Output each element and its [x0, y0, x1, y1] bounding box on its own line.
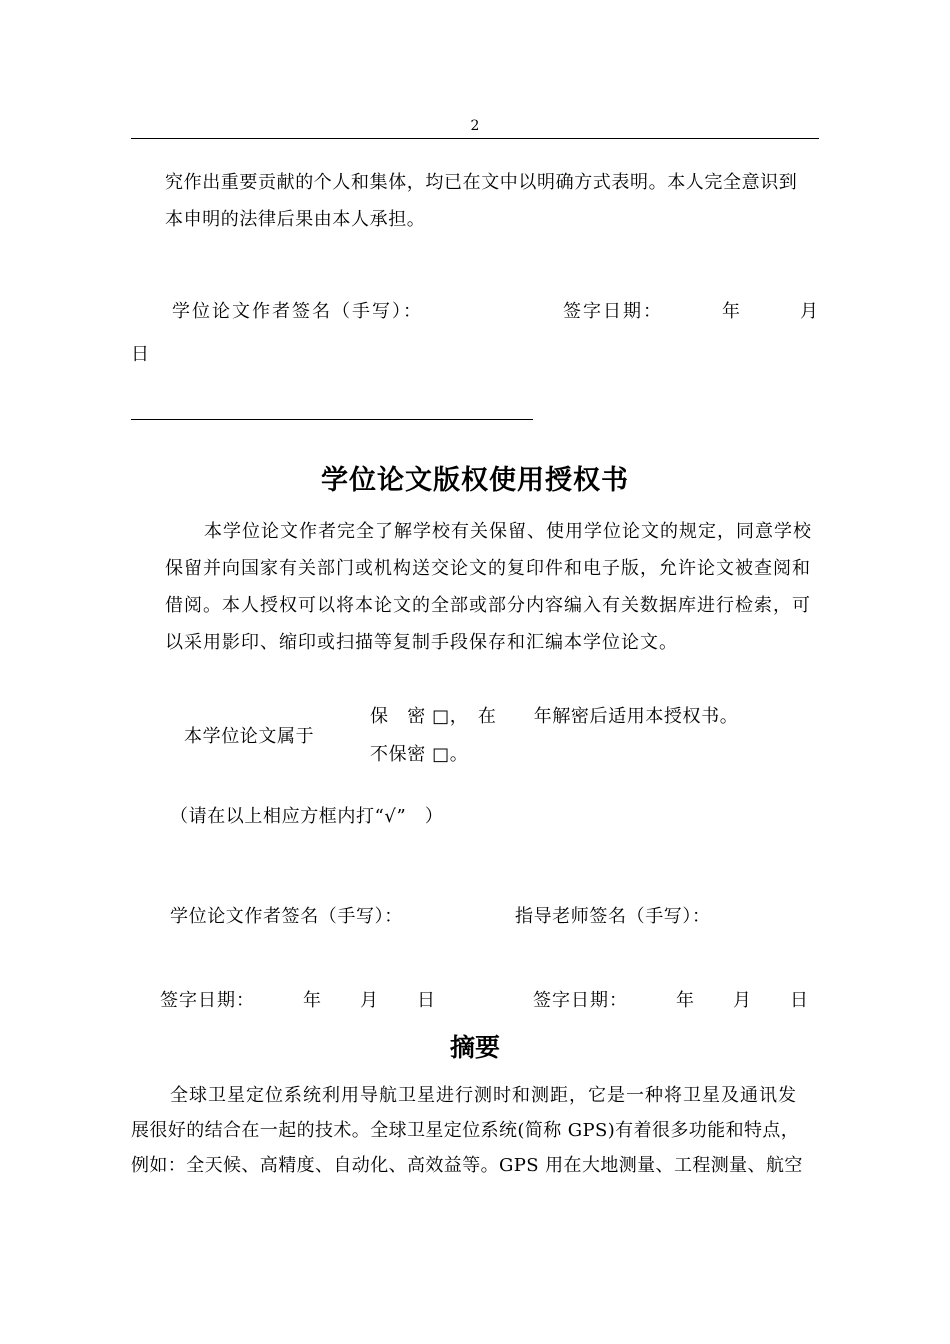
copyright-author-signature-label: 学位论文作者签名（手写）：: [170, 906, 403, 927]
abstract-line-3: 例如：全天候、高精度、自动化、高效益等。GPS 用在大地测量、工程测量、航空: [131, 1155, 803, 1176]
copyright-date-left: 签字日期： 年 月 日: [160, 990, 436, 1011]
check-instruction: （请在以上相应方框内打“√” ）: [170, 806, 444, 827]
nonsecret-option: 不保密 □。: [370, 744, 469, 765]
abstract-line-2: 展很好的结合在一起的技术。全球卫星定位系统(简称 GPS)有着很多功能和特点，: [131, 1120, 800, 1141]
declaration-author-signature-label: 学位论文作者签名（手写）：: [172, 301, 423, 322]
declaration-year-label: 年: [722, 301, 741, 322]
declaration-day-label: 日: [131, 344, 150, 365]
copyright-title: 学位论文版权使用授权书: [321, 465, 629, 496]
secret-option: 保 密 □， 在 年解密后适用本授权书。: [370, 706, 739, 727]
declaration-line-1: 究作出重要贡献的个人和集体，均已在文中以明确方式表明。本人完全意识到: [165, 172, 798, 193]
page-number: 2: [470, 118, 480, 134]
declaration-line-2: 本申明的法律后果由本人承担。: [165, 209, 426, 230]
abstract-title: 摘要: [449, 1033, 500, 1062]
header-rule: [131, 138, 819, 139]
belongs-label: 本学位论文属于: [184, 726, 315, 747]
section-divider: [131, 419, 533, 420]
declaration-month-label: 月: [800, 301, 819, 322]
copyright-body-line-3: 借阅。本人授权可以将本论文的全部或部分内容编入有关数据库进行检索，可: [165, 595, 811, 616]
advisor-signature-label: 指导老师签名（手写）：: [515, 906, 711, 927]
abstract-line-1: 全球卫星定位系统利用导航卫星进行测时和测距，它是一种将卫星及通讯发: [170, 1085, 797, 1106]
copyright-body-line-4: 以采用影印、缩印或扫描等复制手段保存和汇编本学位论文。: [165, 632, 678, 653]
copyright-body-line-1: 本学位论文作者完全了解学校有关保留、使用学位论文的规定，同意学校: [204, 521, 812, 542]
declaration-date-label: 签字日期：: [563, 301, 663, 322]
copyright-body-line-2: 保留并向国家有关部门或机构送交论文的复印件和电子版，允许论文被查阅和: [165, 558, 811, 579]
copyright-date-right: 签字日期： 年 月 日: [533, 990, 809, 1011]
